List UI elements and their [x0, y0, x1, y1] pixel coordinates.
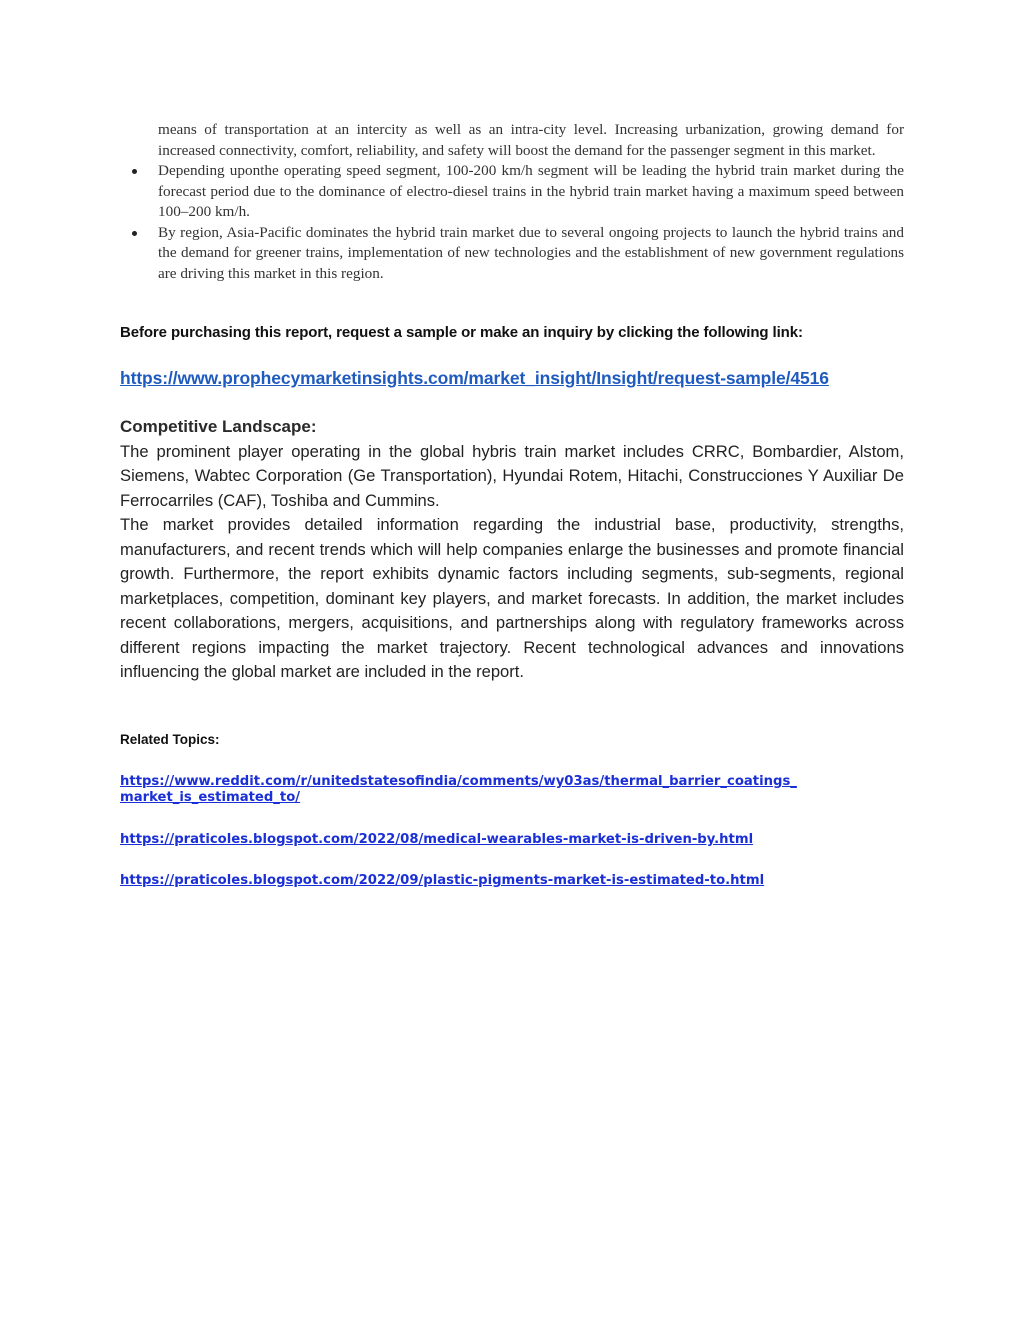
competitive-players-paragraph: The prominent player operating in the global hybris train market includes CRRC, Bombardier, Alstom, Siemens, Wabtec Corporation (Ge Transportation), Hyundai Rotem, Hitachi, Construcciones Y Auxiliar De Ferrocarriles (CAF), Toshiba and Cummins. — [120, 441, 904, 510]
market-info-paragraph: The market provides detailed information regarding the industrial base, productivity, strengths, manufacturers, and recent trends which will help companies enlarge the businesses and promote financial growth. Furthermore, the report exhibits dynamic factors including segments, sub-segments, regional marketplaces, competition, dominant key players, and market forecasts. In addition, the market includes recent collaborations, mergers, acquisitions, and partnerships along with regulatory frameworks across different regions impacting the market trajectory. Recent technological advances and innovations influencing the global market are included in the report. — [120, 515, 904, 681]
related-link-medical-wearables[interactable]: https://praticoles.blogspot.com/2022/08/medical-wearables-market-is-driven-by.html — [120, 832, 754, 847]
bullet-item-speed — [158, 161, 904, 223]
competitive-landscape-heading: Competitive Landscape: — [120, 417, 317, 436]
bullet-section — [158, 120, 904, 284]
bullet-continuation-text: means of transportation at an intercity as well as an intra-city level. Increasing urbanization, growing demand for increased connectivity, comfort, reliability, and safety will boost the demand for the passenger segment in this market. — [158, 121, 904, 159]
bullet-item-region — [158, 223, 904, 285]
bullet-dot-icon — [132, 169, 137, 174]
related-link-plastic-pigments[interactable]: https://praticoles.blogspot.com/2022/09/plastic-pigments-market-is-estimated-to.html — [120, 873, 765, 888]
competitive-landscape-section — [120, 415, 904, 685]
related-topics-heading: Related Topics: — [120, 732, 220, 747]
bullet-text: Depending uponthe operating speed segment, 100-200 km/h segment will be leading the hybrid train market during the forecast period due to the dominance of electro-diesel trains in the hybrid train market having a maximum speed between 100–200 km/h. — [158, 162, 904, 220]
related-link-reddit[interactable]: https://www.reddit.com/r/unitedstatesofindia/comments/wy03as/thermal_barrier_coatings_ market_is_estimated_to/ — [120, 774, 797, 805]
sample-request-text: Before purchasing this report, request a sample or make an inquiry by clicking the following link: — [120, 324, 803, 341]
bullet-dot-icon — [132, 231, 137, 236]
sample-request-link[interactable]: https://www.prophecymarketinsights.com/market_insight/Insight/request-sample/4516 — [120, 368, 829, 388]
bullet-text: By region, Asia-Pacific dominates the hybrid train market due to several ongoing projects to launch the hybrid trains and the demand for greener trains, implementation of new technologies and the establishment of new government regulations are driving this market in this region. — [158, 223, 904, 282]
